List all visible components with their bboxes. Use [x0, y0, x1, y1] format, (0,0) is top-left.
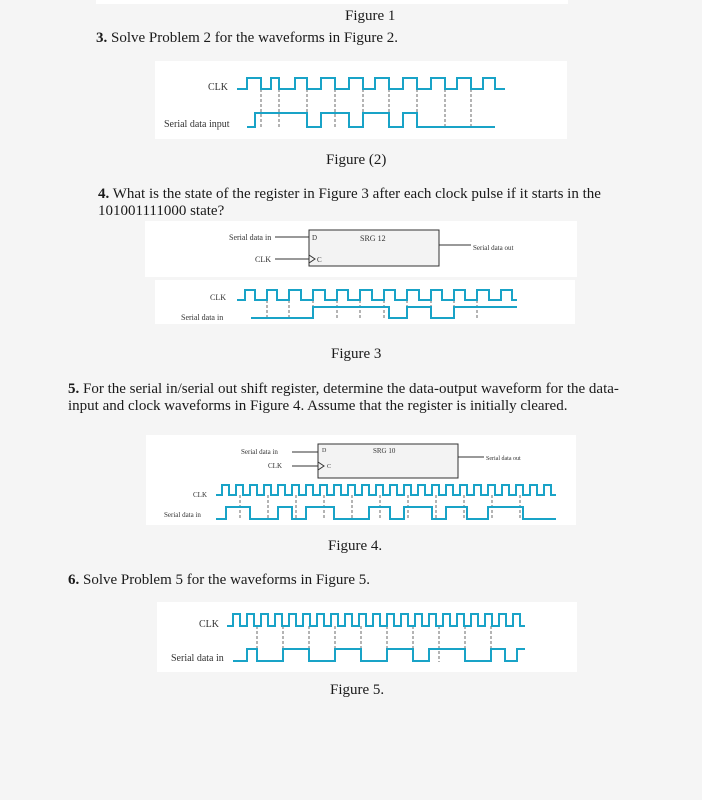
figure-3-caption: Figure 3	[331, 346, 382, 362]
figure-5-panel	[157, 602, 577, 672]
figure-3-block-panel	[145, 221, 577, 277]
figure-1-caption: Figure 1	[345, 8, 396, 24]
figure-4-caption: Figure 4.	[328, 538, 383, 554]
figure-4-block-name: SRG 10	[373, 447, 396, 455]
figure-5-waveforms	[157, 602, 577, 672]
figure-3-clk-label: CLK	[210, 293, 226, 302]
figure-4-block-data-in: Serial data in	[241, 448, 278, 456]
problem-6	[68, 572, 628, 589]
figure-3-data-label: Serial data in	[181, 313, 224, 322]
figure-3-block-name: SRG 12	[360, 234, 386, 243]
figure-3-waveforms	[155, 280, 575, 324]
figure-5-clk-label: CLK	[199, 619, 219, 630]
problem-4	[98, 186, 638, 220]
problem-3-text: Solve Problem 2 for the waveforms in Figure 2.	[111, 30, 399, 46]
figure-3-clk-waveform	[237, 290, 517, 300]
figure-4-data-label: Serial data in	[164, 511, 201, 519]
figure-2-clk-label: CLK	[208, 82, 228, 93]
figure-3-block-data-in: Serial data in	[229, 233, 272, 242]
figure-3-block-c: C	[317, 256, 322, 264]
figure-4-block-d: D	[322, 448, 327, 454]
figure-2-data-label: Serial data input	[164, 119, 230, 130]
figure-5-data-waveform	[233, 649, 525, 661]
problem-5	[68, 381, 648, 415]
figure-4-panel	[146, 435, 576, 525]
problem-4-text: What is the state of the register in Figure 3 after each clock pulse if it starts in the 101001111000 state?	[98, 186, 601, 219]
figure-2-panel	[155, 61, 567, 139]
problem-4-number: 4.	[98, 186, 110, 202]
figure-4-data-waveform	[216, 507, 556, 519]
figure-5-clk-waveform	[227, 614, 525, 626]
figure-5-caption: Figure 5.	[330, 682, 385, 698]
figure-4-diagram	[146, 435, 576, 525]
previous-page-edge	[96, 0, 568, 4]
figure-5-data-label: Serial data in	[171, 653, 224, 664]
figure-2-caption: Figure (2)	[326, 152, 387, 168]
figure-4-clk-waveform	[216, 485, 556, 495]
figure-3-block-out: Serial data out	[473, 244, 514, 252]
figure-2-waveforms	[155, 61, 567, 139]
figure-4-clk-label: CLK	[193, 491, 207, 499]
figure-2-clk-waveform	[237, 78, 505, 89]
figure-4-block-c: C	[327, 464, 332, 470]
problem-5-text: For the serial in/serial out shift register, determine the data-output waveform for the data-input and clock waveforms in Figure 4. Assume that the register is initially cleared.	[68, 381, 619, 414]
figure-4-block-clk: CLK	[268, 462, 282, 470]
problem-6-number: 6.	[68, 572, 80, 588]
problem-6-text: Solve Problem 5 for the waveforms in Figure 5.	[83, 572, 371, 588]
figure-3-block-clk: CLK	[255, 255, 271, 264]
problem-3-number: 3.	[96, 30, 108, 46]
figure-2-data-waveform	[247, 113, 495, 127]
figure-4-block-out: Serial data out	[486, 456, 521, 462]
problem-3	[96, 30, 656, 47]
problem-5-number: 5.	[68, 381, 80, 397]
figure-3-block-diagram	[145, 221, 577, 277]
figure-3-waveform-panel	[155, 280, 575, 324]
figure-3-block-d: D	[312, 234, 318, 242]
